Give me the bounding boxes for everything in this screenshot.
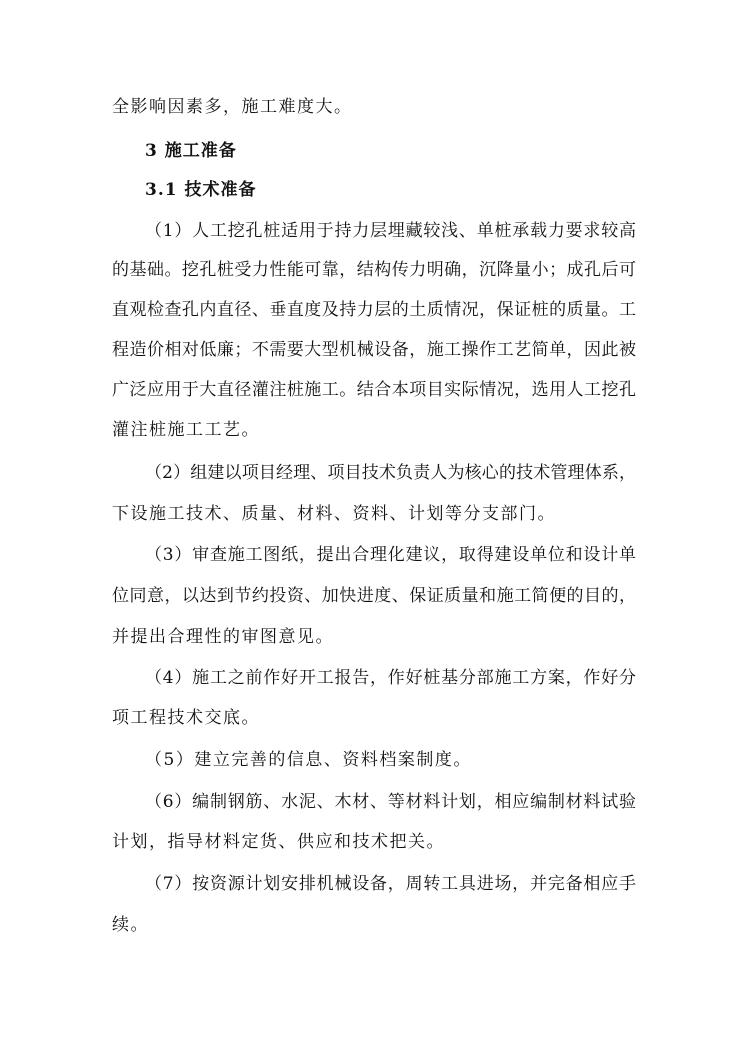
item-7-line: （7）按资源计划安排机械设备，周转工具进场，并完备相应手 — [145, 874, 636, 894]
item-2-line: 下设施工技术、质量、材料、资料、计划等分支部门。 — [112, 504, 556, 524]
item-4-line: 项工程技术交底。 — [112, 708, 260, 728]
item-1-line: 程造价相对低廉；不需要大型机械设备，施工操作工艺简单，因此被 — [112, 340, 636, 360]
item-1-line: 的基础。挖孔桩受力性能可靠，结构传力明确，沉降量小；成孔后可 — [112, 260, 636, 280]
paragraph-line: 全影响因素多，施工难度大。 — [112, 97, 353, 117]
item-1-line: 直观检查孔内直径、垂直度及持力层的土质情况，保证桩的质量。工 — [112, 300, 636, 320]
subsection-heading: 3.1 技术准备 — [145, 180, 257, 200]
item-6-line: 计划，指导材料定货、供应和技术把关。 — [112, 832, 445, 852]
item-2-line: （2）组建以项目经理、项目技术负责人为核心的技术管理体系， — [145, 463, 636, 483]
item-4-line: （4）施工之前作好开工报告，作好桩基分部施工方案，作好分 — [145, 668, 636, 688]
item-3-line: 位同意，以达到节约投资、加快进度、保证质量和施工简便的目的， — [112, 586, 636, 606]
item-3-line: 并提出合理性的审图意见。 — [112, 627, 334, 647]
item-6-line: （6）编制钢筋、水泥、木材、等材料计划，相应编制材料试验 — [145, 792, 636, 812]
item-1-line: （1）人工挖孔桩适用于持力层埋藏较浅、单桩承载力要求较高 — [145, 221, 636, 241]
item-1-line: 广泛应用于大直径灌注桩施工。结合本项目实际情况，选用人工挖孔 — [112, 380, 636, 400]
item-3-line: （3）审查施工图纸，提出合理化建议，取得建设单位和设计单 — [145, 545, 636, 565]
item-5-line: （5）建立完善的信息、资料档案制度。 — [145, 750, 472, 770]
section-heading: 3 施工准备 — [145, 141, 237, 161]
item-1-line: 灌注桩施工工艺。 — [112, 420, 260, 440]
item-7-line: 续。 — [112, 915, 149, 935]
